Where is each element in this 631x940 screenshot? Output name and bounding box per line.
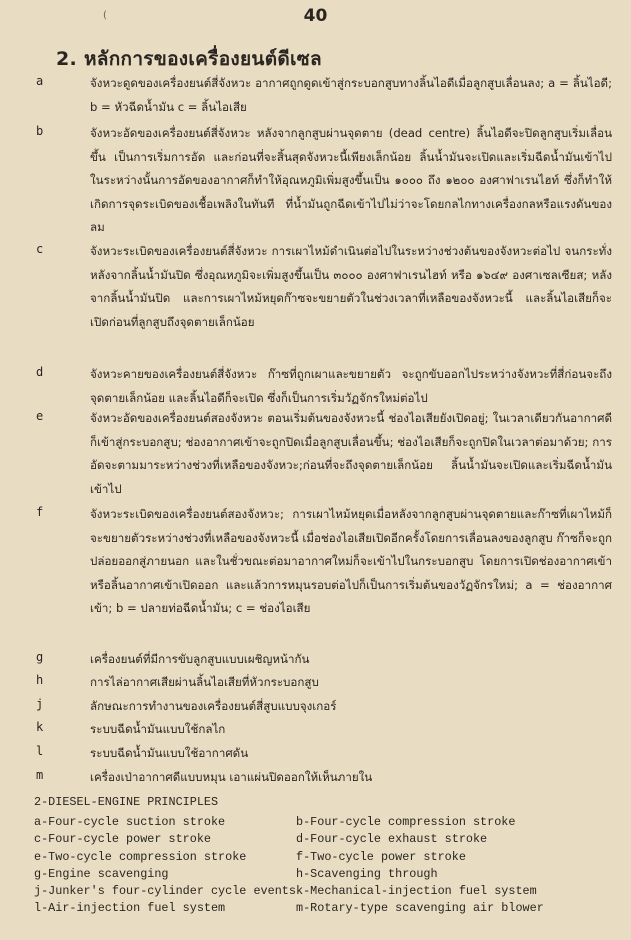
legend-item: b-Four-cycle compression stroke [296, 815, 516, 829]
entry-text: จังหวะคายของเครื่องยนต์สี่จังหวะ ก๊าซที่ถูกเผาและขยายตัว จะถูกขับออกไประหว่างจังหวะที่สี่ก่อนจะถึงจุดตายเล็กน้อย และลิ้นไอดีก็จะเปิด ซึ่งก็เป็นการเริ่มวัฏจักรใหม่ต่อไป [90, 367, 612, 405]
legend-item: l-Air-injection fuel system [34, 901, 226, 916]
legend-item: k-Mechanical-injection fuel system [296, 884, 537, 899]
entry-letter: b [36, 124, 44, 138]
entry-text: เครื่องเป่าอากาศดีแบบหมุน เอาแผ่นปิดออกให้เห็นภายใน [90, 770, 373, 784]
entry-letter: j [36, 697, 44, 711]
legend-row [34, 832, 624, 849]
page-number: 40 [303, 6, 328, 26]
entry-letter: c [36, 242, 44, 256]
english-legend [34, 795, 624, 919]
entry-letter: h [36, 673, 44, 687]
entry-text: เครื่องยนต์ที่มีการขับลูกสูบแบบเผชิญหน้ากัน [90, 652, 310, 666]
entry-letter: d [36, 365, 44, 379]
legend-row [34, 850, 624, 867]
legend-item: c-Four-cycle power stroke [34, 832, 211, 847]
legend-row [34, 815, 624, 832]
entry-text: ระบบฉีดน้ำมันแบบใช้อากาศดัน [90, 746, 249, 760]
entry-letter: g [36, 650, 44, 664]
entry-text: จังหวะดูดของเครื่องยนต์สี่จังหวะ อากาศถูกดูดเข้าสู่กระบอกสูบทางลิ้นไอดีเมื่อลูกสูบเลื่อนลง; a = ลิ้นไอดี; b = หัวฉีดน้ำมัน c = ลิ้นไอเสีย [90, 76, 612, 114]
english-title: 2-DIESEL-ENGINE PRINCIPLES [34, 795, 219, 809]
legend-item: e-Two-cycle compression stroke [34, 849, 247, 864]
entry-text: จังหวะอัดของเครื่องยนต์สี่จังหวะ หลังจากลูกสูบผ่านจุดตาย (dead centre) ลิ้นไอดีจะปิดลูกสูบเริ่มเลื่อนขึ้น เป็นการเริ่มการอัด และก่อนที่จะสิ้นสุดจังหวะนี้เพียงเล็กน้อย ลิ้นน้ำมันจะเปิดและเริ่มฉีดน้ำมันเข้าไป ในระหว่างนั้นการอัดของอากาศก็ทำให้อุณหภูมิเพิ่มสูงขึ้นเป็น ๑๐๐๐ ถึง ๑๒๐๐ องศาฟาเรนไฮท์ ซึ่งก็ทำให้เกิดการจุดระเบิดของเชื้อเพลิงในทันที ที่น้ำมันถูกฉีดเข้าไปไม่ว่าจะโดยกลไกทางเครื่องกลหรือแรงดันของลม [90, 126, 612, 234]
section-title: 2. หลักการของเครื่องยนต์ดีเซล [56, 48, 322, 70]
entry-text: การไล่อากาศเสียผ่านลิ้นไอเสียที่หัวกระบอกสูบ [90, 675, 319, 689]
legend-item: f-Two-cycle power stroke [296, 849, 466, 864]
legend-item: j-Junker's four-cylinder cycle events [34, 884, 296, 899]
legend-item: a-Four-cycle suction stroke [34, 815, 226, 829]
entry-text: ระบบฉีดน้ำมันแบบใช้กลไก [90, 722, 226, 736]
entry-letter: m [36, 768, 44, 782]
entry-text: ลักษณะการทำงานของเครื่องยนต์สี่สูบแบบจุงเกอร์ [90, 699, 337, 713]
entry-text: จังหวะระเบิดของเครื่องยนต์สี่จังหวะ การเผาไหม้ดำเนินต่อไปในระหว่างช่วงต้นของจังหวะต่อไป จนกระทั่งหลังจากลิ้นน้ำมันปิด ซึ่งอุณหภูมิจะเพิ่มสูงขึ้นเป็น ๓๐๐๐ องศาฟาเรนไฮท์ หรือ ๑๖๔๙ องศาเซลเซียส; หลังจากลิ้นน้ำมันปิด และการเผาไหม้หยุดก๊าซจะขยายตัวในช่วงเวลาที่เหลือของจังหวะนี้ และลิ้นไอเสียก็จะเปิดก่อนที่ลูกสูบถึงจุดตายเล็กน้อย [90, 244, 612, 329]
page-mark: ( [103, 10, 107, 21]
entry-letter: a [36, 74, 44, 88]
legend-row [34, 867, 624, 884]
entry-text: จังหวะระเบิดของเครื่องยนต์สองจังหวะ; การเผาไหม้หยุดเมื่อหลังจากลูกสูบผ่านจุดตายและก๊าซที่เผาไหม้ก็จะขยายตัวระหว่างช่วงที่เหลือของจังหวะนี้ เมื่อช่องไอเสียเปิดอีกครั้งโดยการเลื่อนลงของลูกสูบ ก๊าซก็จะถูกปล่อยออกสู่ภายนอก และในชั่วขณะต่อมาอากาศใหม่ก็จะเข้าไปในกระบอกสูบ โดยการเปิดช่องอากาศเข้าหรือลิ้นอากาศเข้าเปิดออก และแล้วการหมุนรอบต่อไปก็เป็นการเริ่มต้นของวัฏจักรใหม่; a = ช่องอากาศเข้า; b = ปลายท่อฉีดน้ำมัน; c = ช่องไอเสีย [90, 507, 612, 615]
legend-item: g-Engine scavenging [34, 866, 169, 881]
entry-text: จังหวะอัดของเครื่องยนต์สองจังหวะ ตอนเริ่มต้นของจังหวะนี้ ช่องไอเสียยังเปิดอยู่; ในเวลาเดียวกันอากาศดีก็เข้าสู่กระบอกสูบ; ช่องอากาศเข้าจะถูกปิดเมื่อลูกสูบเลื่อนขึ้น; ช่องไอเสียก็จะถูกปิดในเวลาต่อมาด้วย; การอัดจะตามมาระหว่างช่วงที่เหลือของจังหวะ;ก่อนที่จะถึงจุดตายเล็กน้อย ลิ้นน้ำมันจะเปิดและเริ่มฉีดน้ำมันเข้าไป [90, 411, 612, 496]
entry-letter: l [36, 744, 44, 758]
entry-letter: f [36, 505, 44, 519]
legend-row [34, 901, 624, 918]
entry-letter: k [36, 720, 44, 734]
legend-item: m-Rotary-type scavenging air blower [296, 901, 544, 916]
entry-letter: e [36, 409, 44, 423]
legend-row [34, 884, 624, 901]
legend-item: d-Four-cycle exhaust stroke [296, 832, 488, 847]
legend-item: h-Scavenging through [296, 866, 438, 881]
